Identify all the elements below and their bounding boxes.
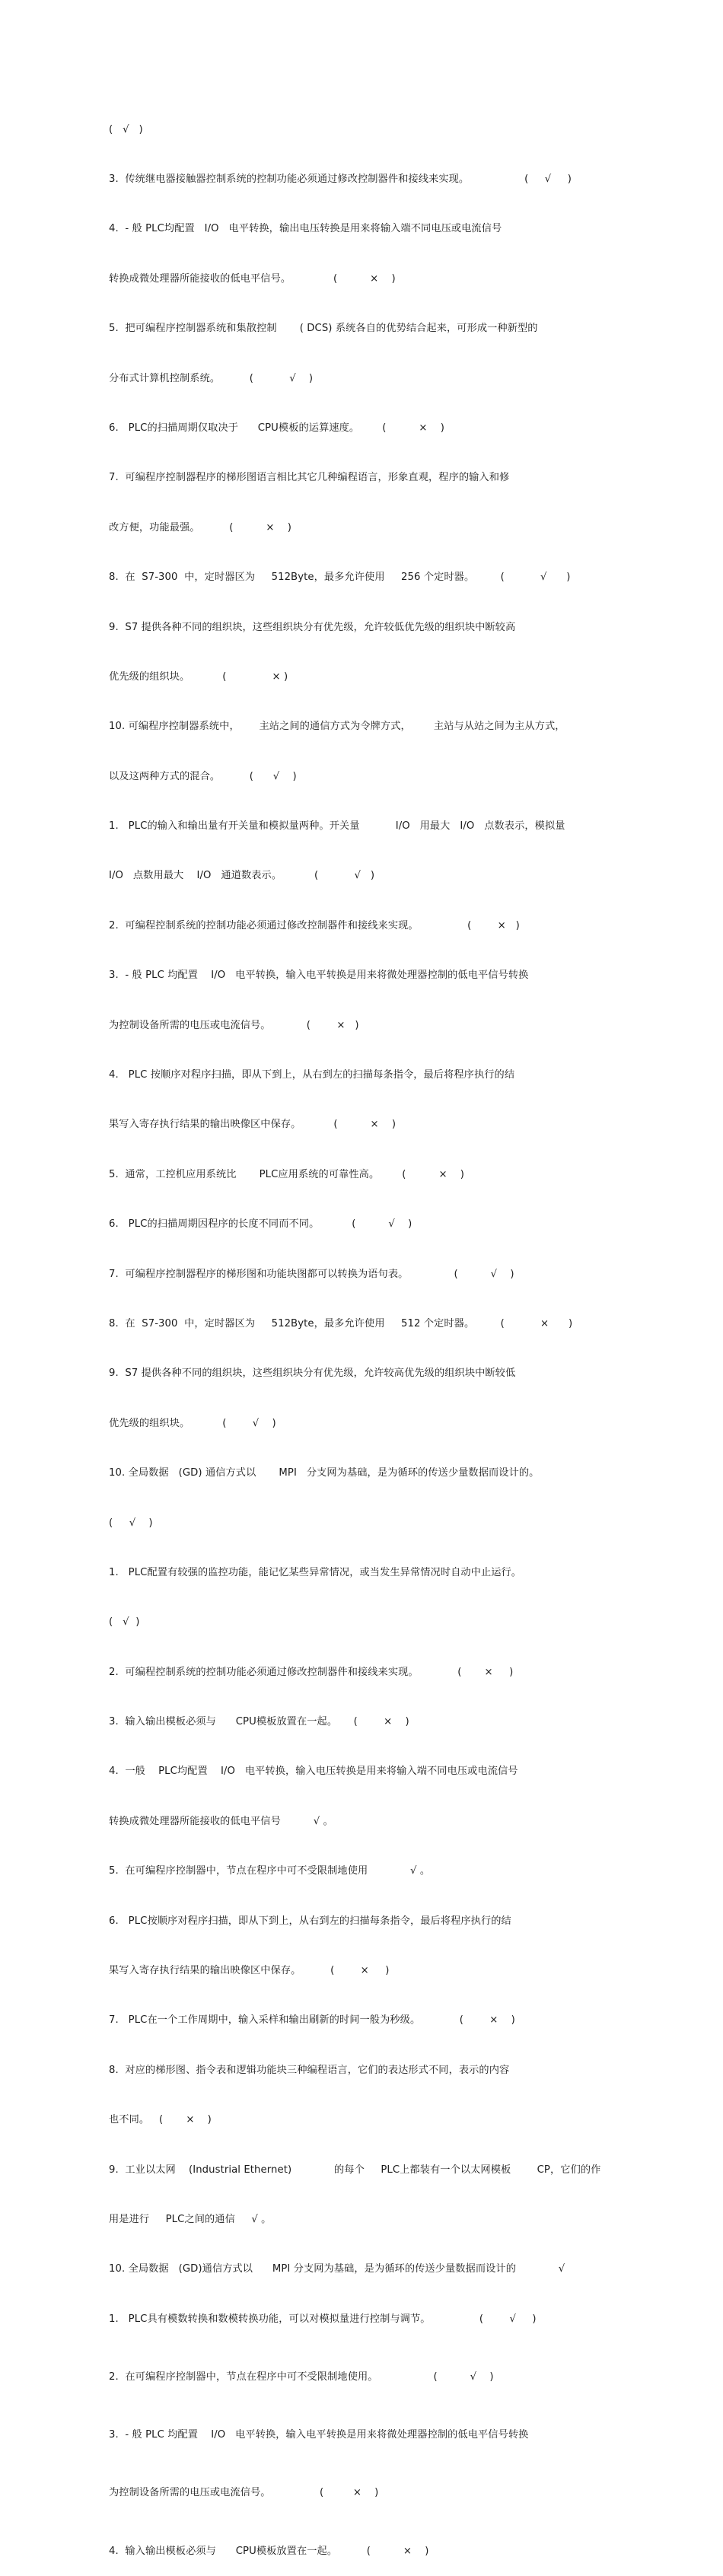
text-line: 5. 通常，工控机应用系统比 PLC应用系统的可靠性高。 ( × ) xyxy=(109,1168,465,1180)
text-line: ( √ ) xyxy=(109,1517,153,1529)
text-line: 优先级的组织块。 ( × ) xyxy=(109,670,288,683)
text-line: 转换成微处理器所能接收的低电平信号 √ 。 xyxy=(109,1815,333,1827)
text-line: 分布式计算机控制系统。 ( √ ) xyxy=(109,372,314,384)
text-line: I/O 点数用最大 I/O 通道数表示。 ( √ ) xyxy=(109,870,375,882)
text-line: 6. PLC按顺序对程序扫描，即从下到上，从右到左的扫描每条指令，最后将程序执行的结 xyxy=(109,1915,511,1927)
text-line: 以及这两种方式的混合。 ( √ ) xyxy=(109,770,297,782)
text-line: 7. 可编程序控制器程序的梯形图语言相比其它几种编程语言，形象直观，程序的输入和修 xyxy=(109,472,510,484)
text-line: 3. - 般 PLC 均配置 I/O 电平转换，输入电平转换是用来将微处理器控制的低电平信号转换 xyxy=(109,970,529,982)
text-line: 4. 一般 PLC均配置 I/O 电平转换，输入电压转换是用来将输入端不同电压或电流信号 xyxy=(109,1766,518,1778)
text-line: 5. 在可编程序控制器中，节点在程序中可不受限制地使用 √ 。 xyxy=(109,1865,431,1877)
text-line: 7. 可编程序控制器程序的梯形图和功能块图都可以转换为语句表。 ( √ ) xyxy=(109,1268,514,1280)
text-line: 6. PLC的扫描周期仅取决于 CPU模板的运算速度。 ( × ) xyxy=(109,422,444,434)
text-line: 用是进行 PLC之间的通信 √ 。 xyxy=(109,2214,272,2225)
text-line: 3. 传统继电器接触器控制系统的控制功能必须通过修改控制器件和接线来实现。 ( √ ) xyxy=(109,173,572,185)
text-line: 3. 输入输出模板必须与 CPU模板放置在一起。 ( × ) xyxy=(109,1716,409,1728)
text-line: 1. PLC配置有较强的监控功能，能记忆某些异常情况，或当发生异常情况时自动中止运行。 xyxy=(109,1566,522,1578)
text-line: 转换成微处理器所能接收的低电平信号。 ( × ) xyxy=(109,272,396,285)
text-line: 1. PLC的输入和输出量有开关量和模拟量两种。开关量 I/O 用最大 I/O 点数表示，模拟量 xyxy=(109,820,565,833)
text-line: 为控制设备所需的电压或电流信号。 ( × ) xyxy=(109,2487,379,2499)
text-line: 果写入寄存执行结果的输出映像区中保存。 ( × ) xyxy=(109,1965,390,1977)
text-line: 7. PLC在一个工作周期中，输入采样和输出刷新的时间一般为秒级。 ( × ) xyxy=(109,2014,515,2027)
text-line: 1. PLC具有模数转换和数模转换功能，可以对模拟量进行控制与调节。 ( √ ) xyxy=(109,2313,537,2325)
text-line: 9. S7 提供各种不同的组织块，这些组织块分有优先级，允许较高优先级的组织块中断较低 xyxy=(109,1368,516,1380)
text-line: 10. 全局数据 (GD) 通信方式以 MPI 分支网为基础，是为循环的传送少量数据而设计的。 xyxy=(109,1467,540,1479)
text-line: 果写入寄存执行结果的输出映像区中保存。 ( × ) xyxy=(109,1119,397,1131)
text-line: ( √ ) xyxy=(109,123,143,135)
text-line: 2. 可编程控制系统的控制功能必须通过修改控制器件和接线来实现。 ( × ) xyxy=(109,919,520,931)
text-line: 2. 可编程控制系统的控制功能必须通过修改控制器件和接线来实现。 ( × ) xyxy=(109,1666,514,1678)
text-line: 8. 在 S7-300 中，定时器区为 512Byte，最多允许使用 256 个定时器。 ( √ ) xyxy=(109,572,571,584)
text-line: 4. - 般 PLC均配置 I/O 电平转换，输出电压转换是用来将输入端不同电压或电流信号 xyxy=(109,223,502,235)
text-line: 优先级的组织块。 ( √ ) xyxy=(109,1417,276,1429)
text-line: 4. PLC 按顺序对程序扫描，即从下到上，从右到左的扫描每条指令，最后将程序执行的结 xyxy=(109,1069,515,1081)
text-line: 为控制设备所需的电压或电流信号。 ( × ) xyxy=(109,1019,359,1031)
text-line: 10. 全局数据 (GD)通信方式以 MPI 分支网为基础，是为循环的传送少量数据而设计的 √ xyxy=(109,2263,565,2275)
text-line: 也不同。 ( × ) xyxy=(109,2114,212,2126)
text-line: 10. 可编程序控制器系统中， 主站之间的通信方式为令牌方式， 主站与从站之间为主从方式， xyxy=(109,721,565,733)
text-line: 9. 工业以太网 (Industrial Ethernet) 的每个 PLC上都装有一个以太网模板 CP，它们的作 xyxy=(109,2164,601,2176)
text-line: 改方便，功能最强。 ( × ) xyxy=(109,521,291,533)
document-body xyxy=(109,88,611,2576)
text-line: ( √ ) xyxy=(109,1616,140,1629)
text-line: 4. 输入输出模板必须与 CPU模板放置在一起。 ( × ) xyxy=(109,2545,429,2557)
text-line: 3. - 般 PLC 均配置 I/O 电平转换，输入电平转换是用来将微处理器控制的低电平信号转换 xyxy=(109,2429,529,2441)
text-line: 6. PLC的扫描周期因程序的长度不同而不同。 ( √ ) xyxy=(109,1218,412,1231)
text-line: 2. 在可编程序控制器中，节点在程序中可不受限制地使用。 ( √ ) xyxy=(109,2371,494,2383)
text-line: 5. 把可编程序控制器系统和集散控制 ( DCS) 系统各自的优势结合起来，可形成一种新型的 xyxy=(109,323,538,335)
text-line: 9. S7 提供各种不同的组织块，这些组织块分有优先级，允许较低优先级的组织块中断较高 xyxy=(109,621,516,633)
text-line: 8. 在 S7-300 中，定时器区为 512Byte，最多允许使用 512 个定时器。 ( × ) xyxy=(109,1317,573,1329)
text-line: 8. 对应的梯形图、指令表和逻辑功能块三种编程语言，它们的表达形式不同，表示的内容 xyxy=(109,2064,510,2076)
